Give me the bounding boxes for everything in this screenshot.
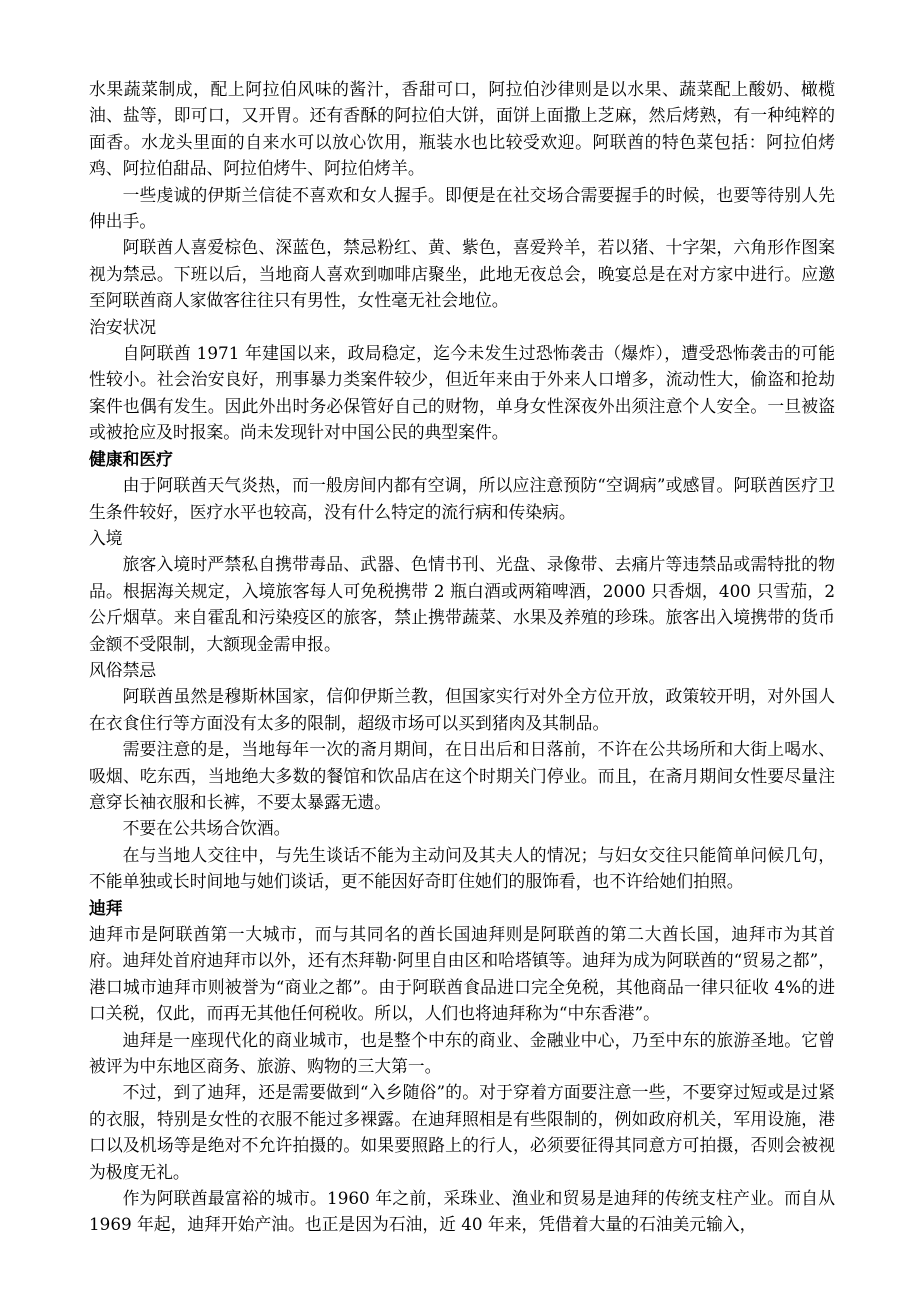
- paragraph-dubai-intro: 迪拜市是阿联酋第一大城市，而与其同名的酋长国迪拜则是阿联酋的第二大酋长国，迪拜市为其首府。迪拜处首府迪拜市以外，还有杰拜勒·阿里自由区和哈塔镇等。迪拜为成为阿联酋的“贸易之都”，港口城市迪拜市则被誉为“商业之都”。由于阿联酋食品进口完全免税，其他商品一律只征收 4%的进口关税，仅此，而再无其他任何税收。所以，人们也将迪拜称为“中东香港”。: [89, 924, 835, 1024]
- paragraph-dubai-history: 作为阿联酋最富裕的城市。1960 年之前，采珠业、渔业和贸易是迪拜的传统支柱产业。而自从 1969 年起，迪拜开始产油。也正是因为石油，近 40 年来，凭借着大量的石油美元输入，: [89, 1188, 835, 1235]
- paragraph-handshake: 一些虔诚的伊斯兰信徒不喜欢和女人握手。即便是在社交场合需要握手的时候，也要等待别人先伸出手。: [89, 184, 835, 232]
- paragraph-public-security: 自阿联酋 1971 年建国以来，政局稳定，迄今未发生过恐怖袭击（爆炸），遭受恐怖袭击的可能性较小。社会治安良好，刑事暴力类案件较少，但近年来由于外来人口增多，流动性大，偷盗和抢劫案件也偶有发生。因此外出时务必保管好自己的财物，单身女性深夜外出须注意个人安全。一旦被盗或被抢应及时报案。尚未发现针对中国公民的典型案件。: [89, 343, 835, 443]
- heading-entry: 入境: [89, 527, 123, 548]
- heading-public-security: 治安状况: [89, 316, 157, 337]
- heading-health-medical: 健康和医疗: [89, 448, 173, 469]
- heading-dubai: 迪拜: [89, 897, 123, 918]
- paragraph-colors-taboos: 阿联酋人喜爱棕色、深蓝色，禁忌粉红、黄、紫色，喜爱羚羊，若以猪、十字架，六角形作图案视为禁忌。下班以后，当地商人喜欢到咖啡店聚坐，此地无夜总会，晚宴总是在对方家中进行。应邀至阿联酋商人家做客往往只有男性，女性毫无社会地位。: [89, 237, 835, 311]
- paragraph-social-interaction: 在与当地人交往中，与先生谈话不能为主动问及其夫人的情况；与妇女交往只能简单问候几句，不能单独或长时间地与她们谈话，更不能因好奇盯住她们的服饰看，也不许给她们拍照。: [89, 844, 835, 892]
- paragraph-dubai-commerce: 迪拜是一座现代化的商业城市，也是整个中东的商业、金融业中心，乃至中东的旅游圣地。它曾被评为中东地区商务、旅游、购物的三大第一。: [89, 1029, 835, 1077]
- paragraph-customs-open: 阿联酋虽然是穆斯林国家，信仰伊斯兰教，但国家实行对外全方位开放，政策较开明，对外国人在衣食住行等方面没有太多的限制，超级市场可以买到猪肉及其制品。: [89, 686, 835, 733]
- paragraph-dubai-etiquette: 不过，到了迪拜，还是需要做到“入乡随俗”的。对于穿着方面要注意一些，不要穿过短或是过紧的衣服，特别是女性的衣服不能过多裸露。在迪拜照相是有些限制的，例如政府机关，军用设施，港口以及机场等是绝对不允许拍摄的。如果要照路上的行人，必须要征得其同意方可拍摄，否则会被视为极度无礼。: [89, 1082, 835, 1182]
- document-page: [89, 76, 835, 1238]
- paragraph-entry: 旅客入境时严禁私自携带毒品、武器、色情书刊、光盘、录像带、去痛片等违禁品或需特批的物品。根据海关规定，入境旅客每人可免税携带 2 瓶白酒或两箱啤酒，2000 只香烟，400 只雪茄，2 公斤烟草。来自霍乱和污染疫区的旅客，禁止携带蔬菜、水果及养殖的珍珠。旅客出入境携带的货币金额不受限制，大额现金需申报。: [89, 554, 835, 654]
- paragraph-health-medical: 由于阿联酋天气炎热，而一般房间内都有空调，所以应注意预防“空调病”或感冒。阿联酋医疗卫生条件较好，医疗水平也较高，没有什么特定的流行病和传染病。: [89, 475, 835, 522]
- paragraph-ramadan: 需要注意的是，当地每年一次的斋月期间，在日出后和日落前，不许在公共场所和大街上喝水、吸烟、吃东西，当地绝大多数的餐馆和饮品店在这个时期关门停业。而且，在斋月期间女性要尽量注意穿长袖衣服和长裤，不要太暴露无遗。: [89, 739, 835, 812]
- paragraph-food: 水果蔬菜制成，配上阿拉伯风味的酱汁，香甜可口，阿拉伯沙律则是以水果、蔬菜配上酸奶、橄榄油、盐等，即可口，又开胃。还有香酥的阿拉伯大饼，面饼上面撒上芝麻，然后烤熟，有一种纯粹的面香。水龙头里面的自来水可以放心饮用，瓶装水也比较受欢迎。阿联酋的特色菜包括：阿拉伯烤鸡、阿拉伯甜品、阿拉伯烤牛、阿拉伯烤羊。: [89, 79, 835, 179]
- paragraph-no-public-drinking: 不要在公共场合饮酒。: [122, 818, 291, 839]
- heading-customs-taboos: 风俗禁忌: [89, 659, 157, 680]
